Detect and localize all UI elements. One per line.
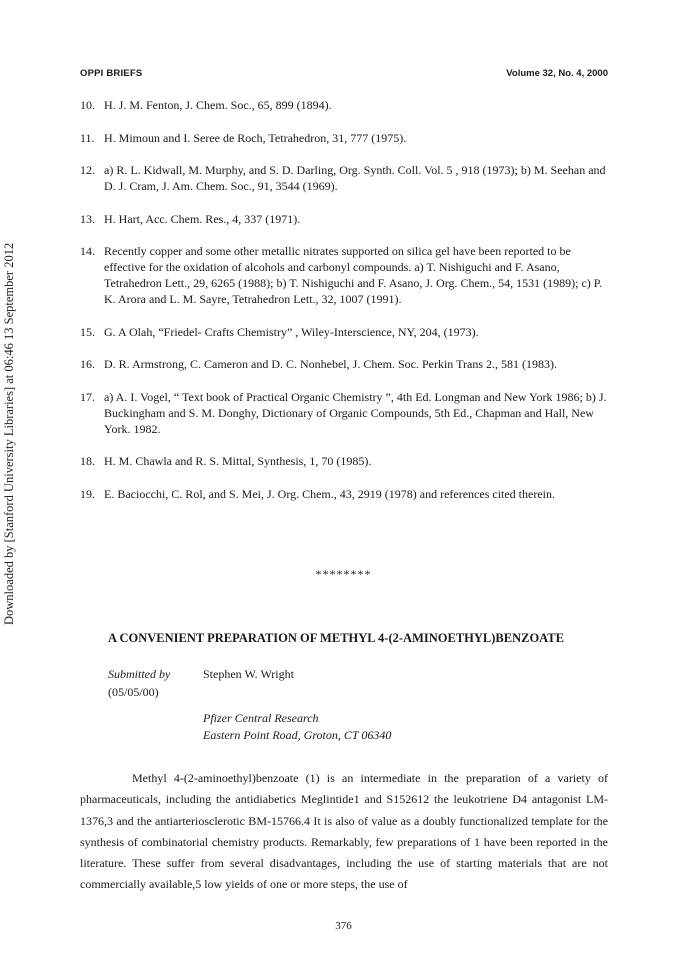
reference-item	[80, 356, 608, 372]
reference-text: a) A. I. Vogel, “ Text book of Practical Organic Chemistry ”, 4th Ed. Longman and New York 1986; b) J. Buckingham and S. M. Donghy, Dictionary of Organic Compounds, 5th Ed., Chapman and Hall, New York. 1982.	[104, 389, 607, 436]
journal-section-header: OPPI BRIEFS	[80, 68, 143, 79]
reference-number: 13.	[80, 211, 95, 226]
reference-text: H. J. M. Fenton, J. Chem. Soc., 65, 899 (1894).	[104, 98, 332, 112]
reference-number: 16.	[80, 357, 95, 371]
reference-text: H. Mimoun and I. Seree de Roch, Tetrahedron, 31, 777 (1975).	[104, 130, 407, 145]
reference-text: H. Hart, Acc. Chem. Res., 4, 337 (1971).	[104, 211, 301, 226]
reference-text: E. Baciocchi, C. Rol, and S. Mei, J. Org. Chem., 43, 2919 (1978) and references cited therein.	[104, 486, 556, 501]
reference-number: 19.	[80, 486, 95, 501]
author-name: Stephen W. Wright	[203, 667, 294, 681]
reference-number: 17.	[80, 389, 95, 404]
reference-number: 10.	[80, 98, 95, 112]
reference-item	[80, 389, 608, 437]
affiliation-line-2: Eastern Point Road, Groton, CT 06340	[203, 728, 392, 742]
reference-number: 11.	[80, 130, 95, 145]
download-watermark	[0, 0, 14, 968]
article-title: A CONVENIENT PREPARATION OF METHYL 4-(2-AMINOETHYL)BENZOATE	[108, 631, 564, 645]
reference-list	[80, 97, 608, 518]
submitted-by-label: Submitted by	[108, 667, 171, 681]
reference-text: G. A Olah, “Friedel- Crafts Chemistry” , Wiley-Interscience, NY, 204, (1973).	[104, 324, 479, 339]
reference-item	[80, 486, 608, 502]
reference-item	[80, 97, 608, 113]
download-watermark-text: Downloaded by [Stanford University Libraries] at 06:46 13 September 2012	[2, 242, 16, 625]
reference-text: a) R. L. Kidwall, M. Murphy, and S. D. Darling, Org. Synth. Coll. Vol. 5 , 918 (1973); b) M. Seehan and D. J. Cram, J. Am. Chem. Soc., 91, 3544 (1969).	[104, 163, 606, 193]
reference-item	[80, 243, 608, 307]
reference-text: H. M. Chawla and R. S. Mittal, Synthesis, 1, 70 (1985).	[104, 454, 372, 468]
reference-item	[80, 453, 608, 469]
reference-number: 14.	[80, 244, 95, 258]
page-number: 376	[335, 920, 352, 932]
reference-item	[80, 130, 608, 146]
reference-number: 18.	[80, 454, 95, 468]
section-separator: ********	[315, 567, 372, 581]
reference-number: 15.	[80, 324, 95, 339]
reference-item	[80, 162, 608, 194]
reference-item	[80, 211, 608, 227]
reference-text: Recently copper and some other metallic nitrates supported on silica gel have been reported to be effective for the oxidation of alcohols and carbonyl compounds. a) T. Nishiguchi and F. Asano, Tetrahedron Lett., 29, 6265 (1988); b) T. Nishiguchi and F. Asano, J. Org. Chem., 54, 1531 (1989); c) P. K. Arora and L. M. Sayre, Tetrahedron Lett., 32, 1007 (1991).	[104, 244, 603, 306]
reference-number: 12.	[80, 163, 95, 177]
affiliation-line-1: Pfizer Central Research	[203, 711, 319, 725]
volume-header: Volume 32, No. 4, 2000	[506, 68, 608, 79]
article-body-paragraph: Methyl 4-(2-aminoethyl)benzoate (1) is an intermediate in the preparation of a variety of pharmaceuticals, including the antidiabetics Meglintide1 and S152612 the leukotriene D4 antagonist LM-1376,3 and the antiarteriosclerotic BM-15766.4 It is also of value as a doubly functionalized template for the synthesis of combinatorial chemistry products. Remarkably, few preparations of 1 have been reported in the literature. These suffer from several disadvantages, including the use of starting materials that are not commercially available,5 low yields of one or more steps, the use of	[80, 771, 608, 892]
reference-text: D. R. Armstrong, C. Cameron and D. C. Nonhebel, J. Chem. Soc. Perkin Trans 2., 581 (1983).	[104, 357, 557, 371]
reference-item	[80, 324, 608, 340]
submission-date: (05/05/00)	[108, 685, 159, 699]
